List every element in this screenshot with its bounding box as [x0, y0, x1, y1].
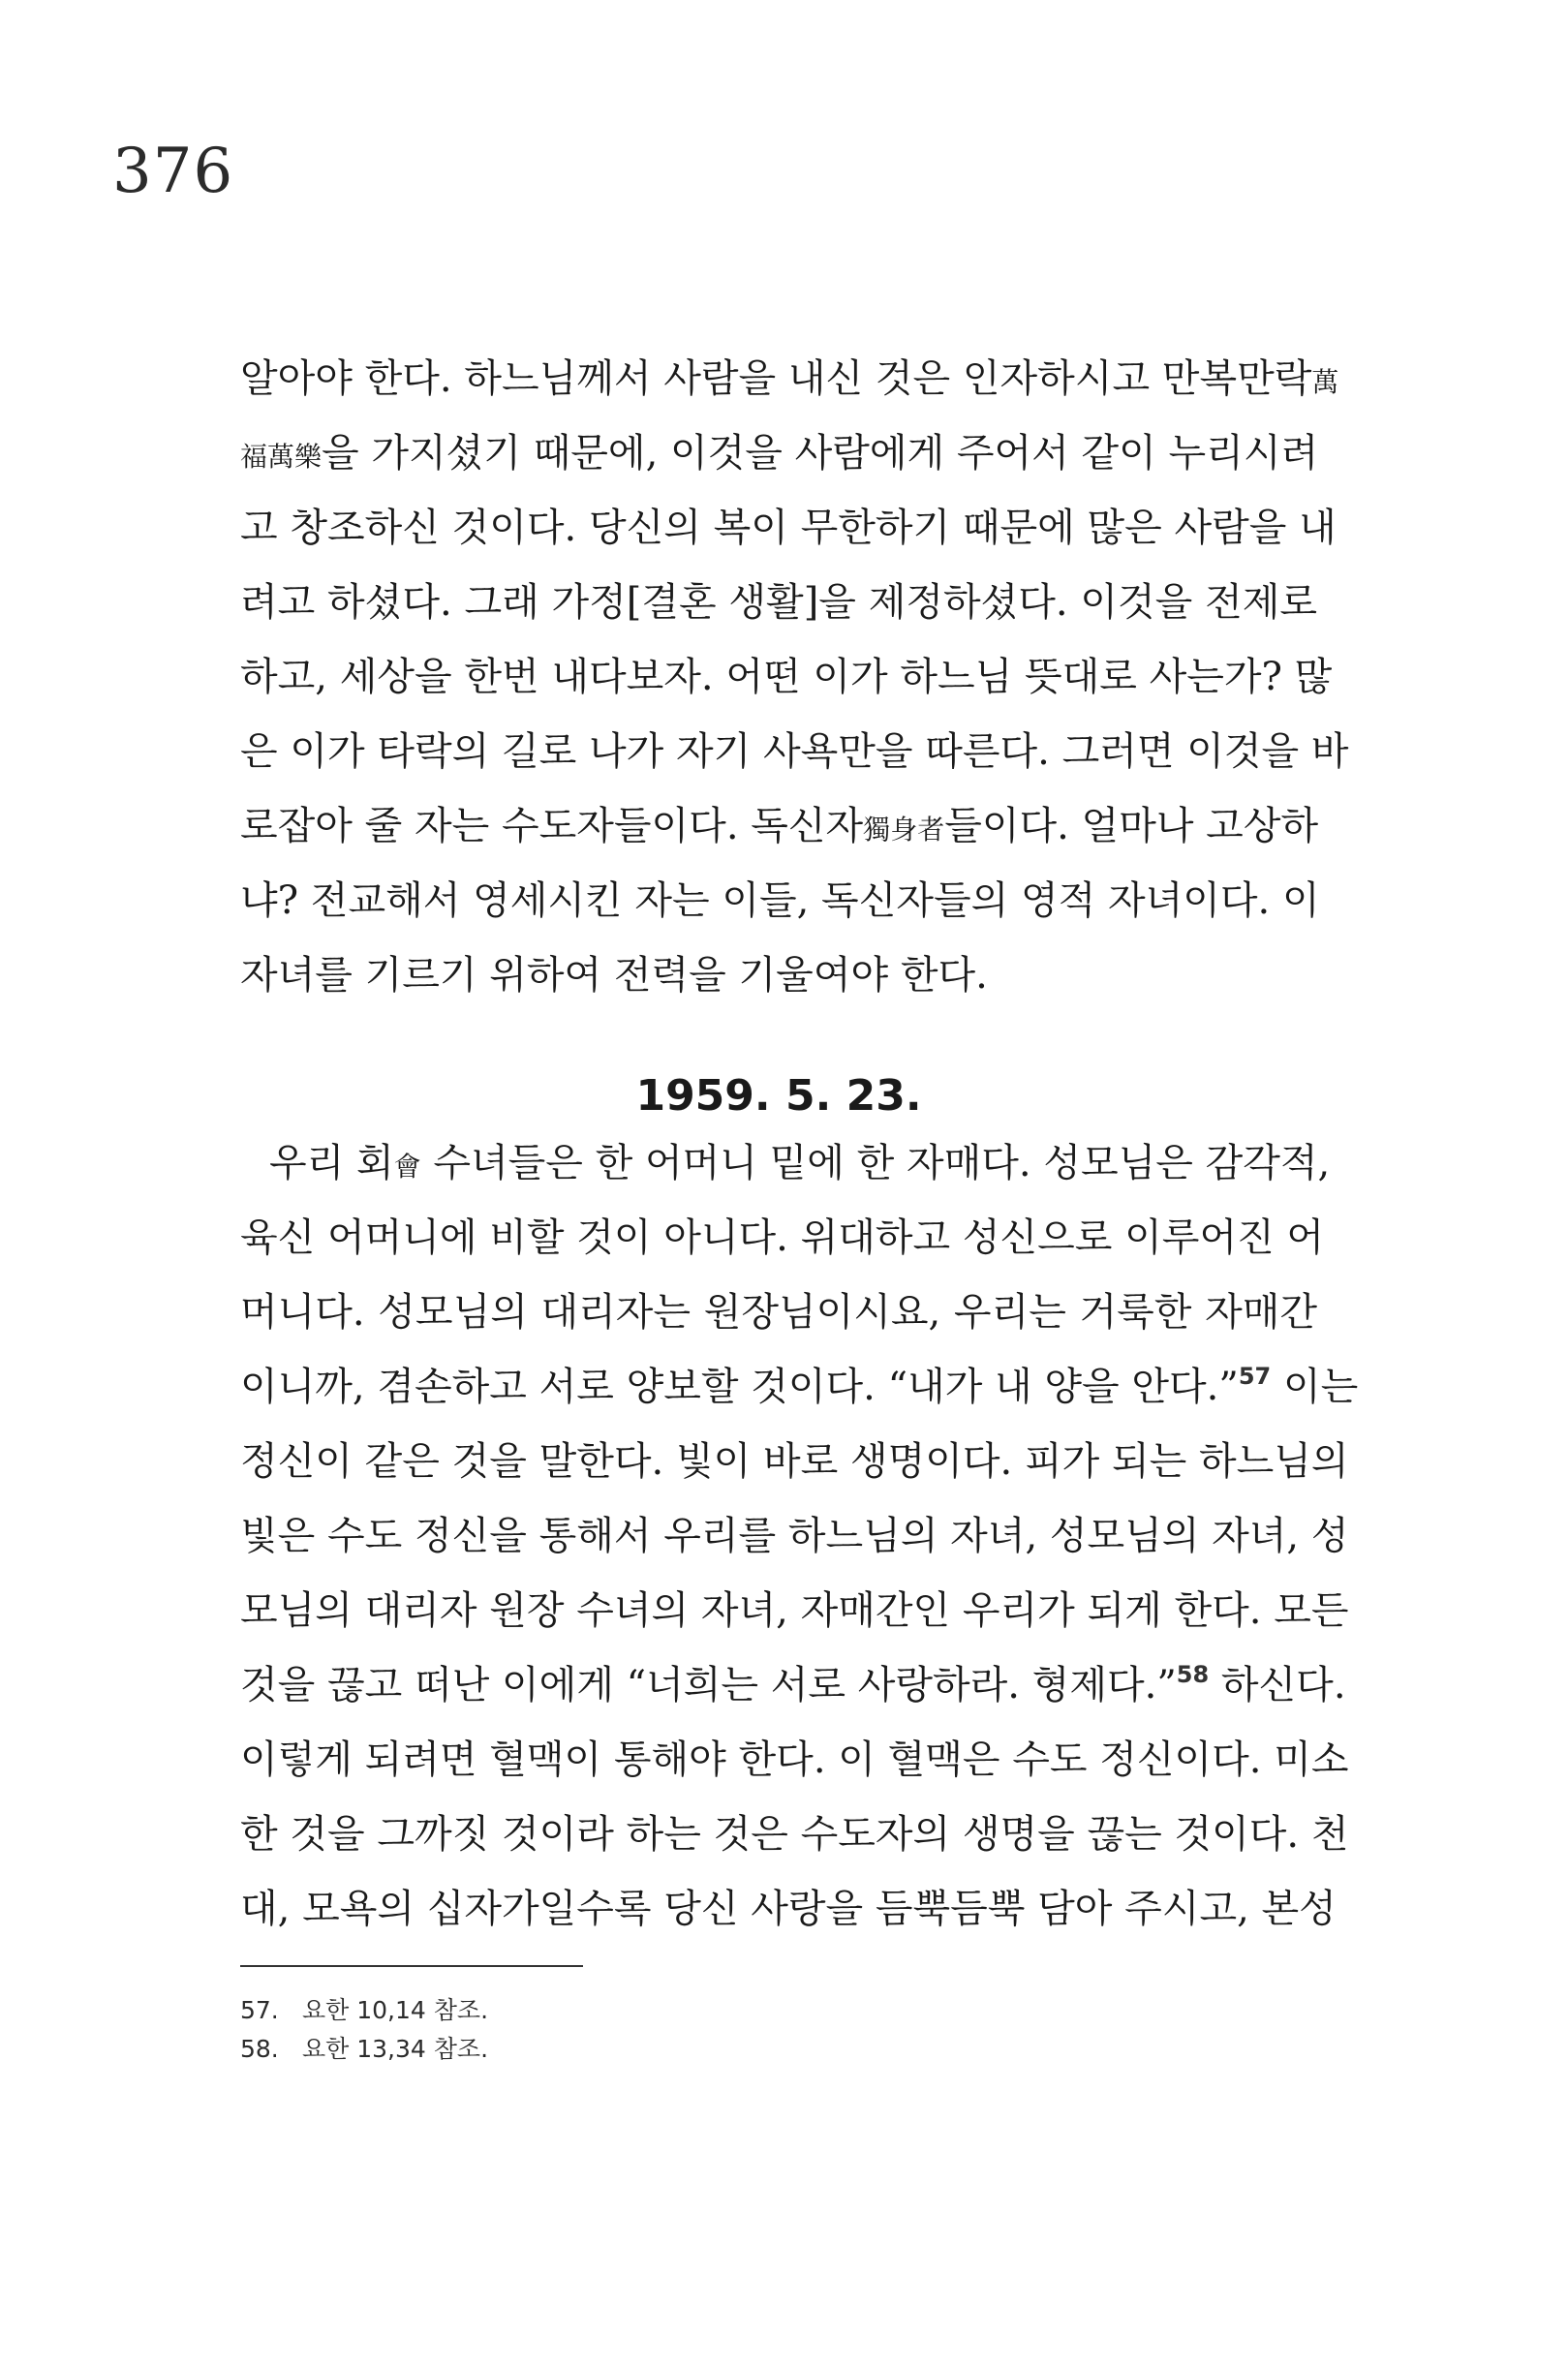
text-segment: 것을 끊고 떠난 이에게 “너희는 서로 사랑하라. 형제다.” — [240, 1663, 1177, 1707]
hanja-gloss: 獨身者 — [863, 814, 945, 846]
text-line — [240, 1648, 1346, 1723]
text-line: 려고 하셨다. 그래 가정[결혼 생활]을 제정하셨다. 이것을 전제로 — [240, 580, 1317, 625]
footnote-text: 요한 13,34 참조. — [302, 2035, 489, 2063]
text-line: 한 것을 그까짓 것이라 하는 것은 수도자의 생명을 끊는 것이다. 천 — [240, 1812, 1349, 1857]
text-line — [240, 416, 1317, 491]
text-segment: 들이다. 얼마나 고상하 — [944, 804, 1319, 848]
footnote-number: 57. — [240, 1996, 279, 2024]
text-line: 은 이가 타락의 길로 나가 자기 사욕만을 따른다. 그러면 이것을 바 — [240, 729, 1349, 774]
body-text-section-1 — [240, 342, 1349, 1013]
footnote-item — [240, 1991, 488, 2030]
date-heading: 1959. 5. 23. — [635, 1071, 922, 1121]
text-line: 육신 어머니에 비할 것이 아니다. 위대하고 성신으로 이루어진 어 — [240, 1215, 1325, 1260]
text-line — [240, 789, 1317, 864]
footnotes — [240, 1991, 488, 2069]
text-segment: 우리 회 — [269, 1141, 394, 1185]
text-line — [240, 1350, 1359, 1425]
text-line: 고 창조하신 것이다. 당신의 복이 무한하기 때문에 많은 사람을 내 — [240, 506, 1337, 550]
text-line: 이렇게 되려면 혈맥이 통해야 한다. 이 혈맥은 수도 정신이다. 미소 — [240, 1738, 1349, 1782]
body-text-section-2 — [240, 1126, 1359, 1947]
text-segment: 이는 — [1271, 1365, 1359, 1409]
text-line: 냐? 전교해서 영세시킨 자는 이들, 독신자들의 영적 자녀이다. 이 — [240, 878, 1320, 923]
footnote-ref[interactable]: 58 — [1176, 1661, 1210, 1688]
footnote-number: 58. — [240, 2035, 279, 2063]
footnote-ref[interactable]: 57 — [1238, 1363, 1272, 1390]
page-number: 376 — [112, 136, 234, 207]
text-line: 정신이 같은 것을 말한다. 빛이 바로 생명이다. 피가 되는 하느님의 — [240, 1439, 1349, 1484]
text-line: 모님의 대리자 원장 수녀의 자녀, 자매간인 우리가 되게 한다. 모든 — [240, 1588, 1349, 1633]
text-line: 자녀를 기르기 위하여 전력을 기울여야 한다. — [240, 953, 988, 998]
text-line — [240, 342, 1339, 416]
text-segment: 하신다. — [1209, 1663, 1346, 1707]
footnote-item — [240, 2030, 488, 2069]
text-line: 대, 모욕의 십자가일수록 당신 사랑을 듬뿍듬뿍 담아 주시고, 본성 — [240, 1887, 1337, 1931]
hanja-gloss: 會 — [393, 1151, 421, 1183]
text-segment: 알아야 한다. 하느님께서 사람을 내신 것은 인자하시고 만복만락 — [240, 356, 1312, 401]
text-line: 빛은 수도 정신을 통해서 우리를 하느님의 자녀, 성모님의 자녀, 성 — [240, 1514, 1349, 1558]
footnote-text: 요한 10,14 참조. — [302, 1996, 489, 2024]
text-line: 머니다. 성모님의 대리자는 원장님이시요, 우리는 거룩한 자매간 — [240, 1290, 1317, 1335]
hanja-gloss: 福萬樂 — [240, 441, 323, 473]
text-segment: 을 가지셨기 때문에, 이것을 사람에게 주어서 같이 누리시려 — [322, 431, 1319, 476]
footnote-divider — [240, 1965, 583, 1967]
text-line — [240, 1126, 1331, 1201]
text-segment: 로잡아 줄 자는 수도자들이다. 독신자 — [240, 804, 864, 848]
text-segment: 수녀들은 한 어머니 밑에 한 자매다. 성모님은 감각적, — [420, 1141, 1331, 1185]
hanja-gloss: 萬 — [1311, 366, 1339, 398]
text-segment: 이니까, 겸손하고 서로 양보할 것이다. “내가 내 양을 안다.” — [240, 1365, 1239, 1409]
text-line: 하고, 세상을 한번 내다보자. 어떤 이가 하느님 뜻대로 사는가? 많 — [240, 655, 1333, 699]
